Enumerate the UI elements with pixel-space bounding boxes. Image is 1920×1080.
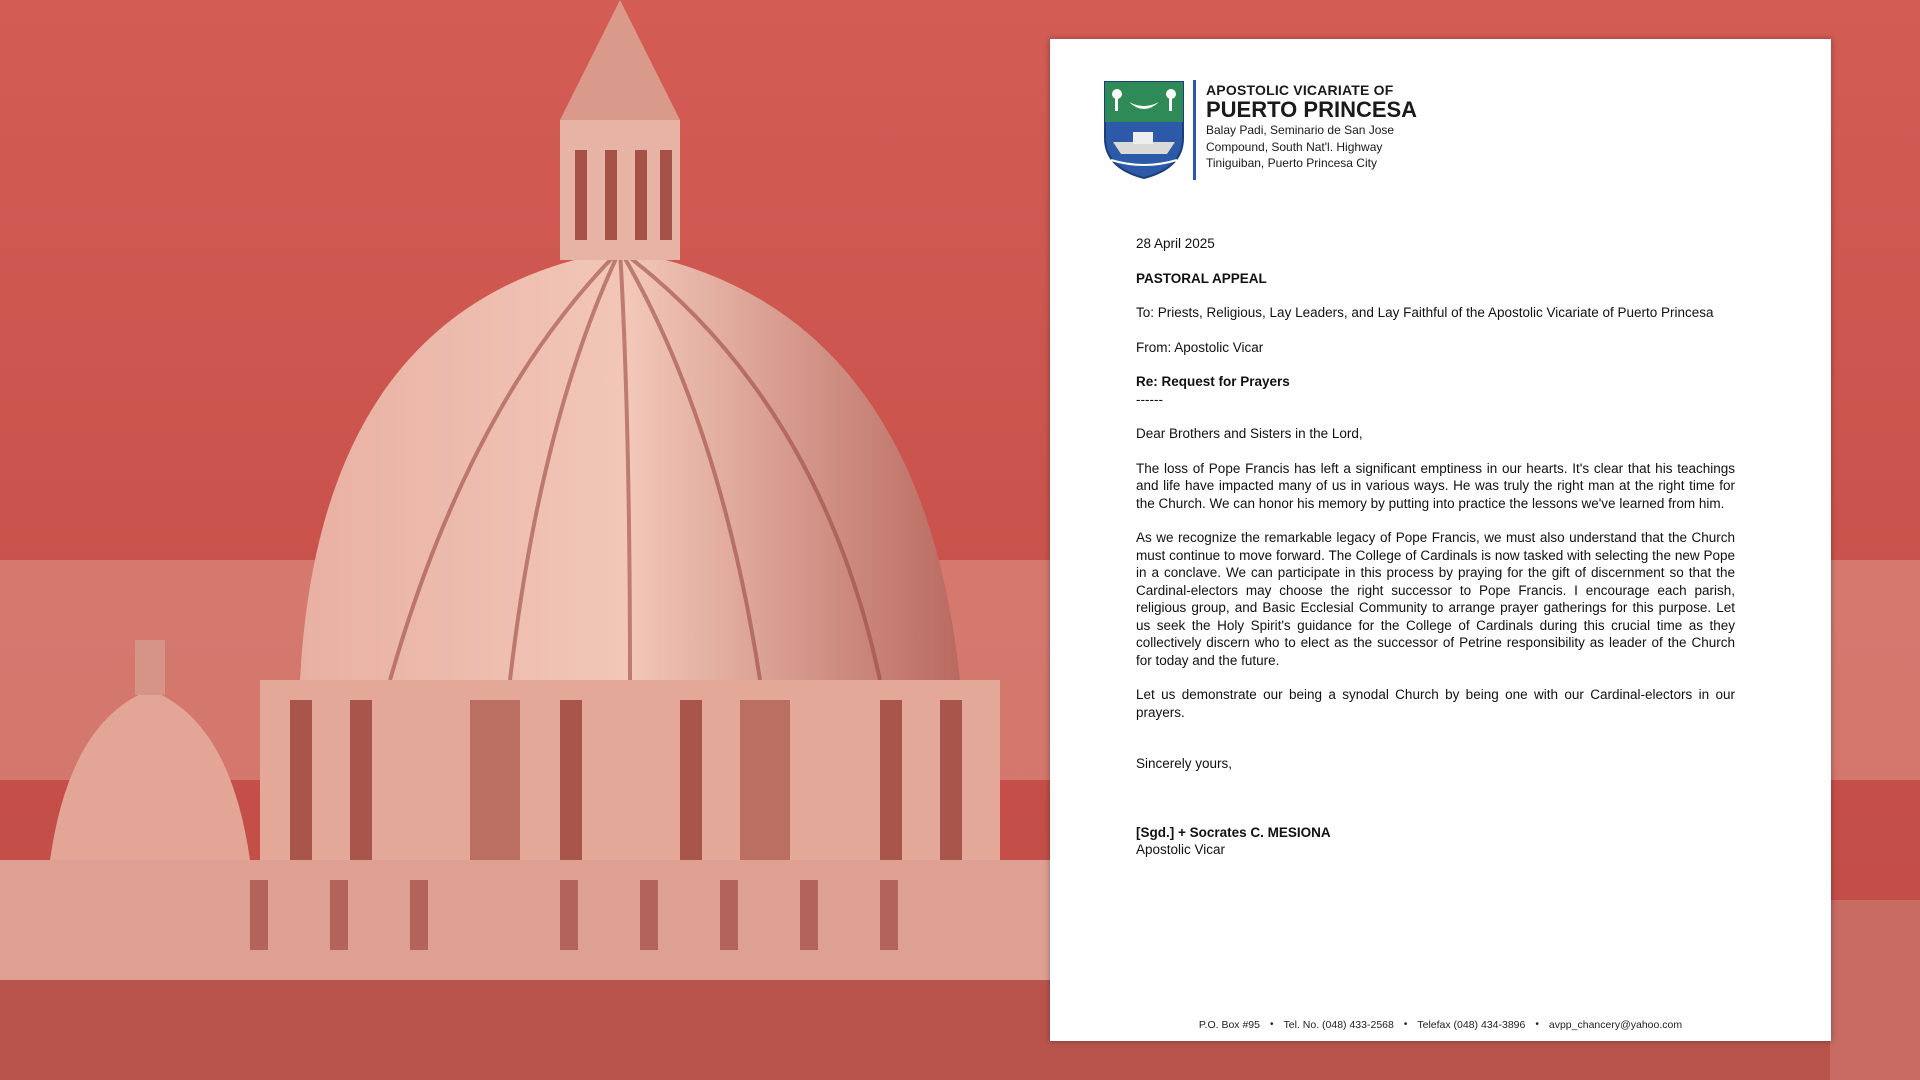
footer-pobox: P.O. Box #95 — [1198, 1019, 1260, 1031]
org-name-line1: APOSTOLIC VICARIATE OF — [1206, 82, 1394, 98]
letter-body — [1136, 235, 1735, 876]
letter-signature: [Sgd.] + Socrates C. MESIONA — [1136, 824, 1331, 840]
footer-email: avpp_chancery@yahoo.com — [1548, 1019, 1683, 1031]
letterhead — [1103, 80, 1417, 180]
coat-of-arms-icon — [1103, 80, 1185, 180]
footer-separator: • — [1535, 1019, 1539, 1030]
signatory-title: Apostolic Vicar — [1136, 842, 1226, 857]
letter-sender: From: Apostolic Vicar — [1136, 339, 1264, 355]
footer-telefax: Telefax (048) 434-3896 — [1417, 1019, 1526, 1031]
org-name-line2: PUERTO PRINCESA — [1206, 97, 1418, 122]
footer-separator: • — [1270, 1019, 1274, 1030]
letter-date: 28 April 2025 — [1136, 236, 1215, 251]
org-address-line: Balay Padi, Seminario de San Jose — [1206, 123, 1395, 137]
letter-recipients: To: Priests, Religious, Lay Leaders, and Lay Faithful of the Apostolic Vicariate of Puerto Princesa — [1136, 305, 1714, 320]
letter-paragraph: The loss of Pope Francis has left a significant emptiness in our hearts. It's clear that his teachings and life have impacted many of us in various ways. He was truly the right man at the right time for the Church. We can honor his memory by putting into practice the lessons we've learned from him. — [1136, 460, 1735, 511]
letter-salutation: Dear Brothers and Sisters in the Lord, — [1136, 426, 1363, 441]
footer-separator: • — [1403, 1019, 1408, 1030]
letter-paragraph: As we recognize the remarkable legacy of Pope Francis, we must also understand that the Church must continue to move forward. The College of Cardinals is now tasked with selecting the new Pope in a conclave. We can participate in this process by praying for the gift of discernment so that the Cardinal-electors may choose the right successor to Pope Francis. I encourage each parish, religious group, and Basic Ecclesial Community to arrange prayer gatherings for this purpose. Let us seek the Holy Spirit's guidance for the College of Cardinals during this crucial time as they collectively discern who to elect as the successor of Petrine responsibility as leader of the Church for today and the future. — [1136, 530, 1735, 668]
letter-subject: Re: Request for Prayers — [1136, 374, 1290, 389]
letter-closing: Sincerely yours, — [1136, 756, 1233, 771]
org-address-line: Compound, South Nat'l. Highway — [1206, 139, 1383, 154]
letterhead-divider — [1193, 80, 1196, 180]
subject-separator: ------ — [1136, 391, 1163, 407]
letter-heading: PASTORAL APPEAL — [1136, 270, 1267, 286]
pastoral-letter-page — [1050, 39, 1831, 1041]
letter-paragraph: Let us demonstrate our being a synodal Church by being one with our Cardinal-electors in our prayers. — [1136, 687, 1735, 720]
org-address-line: Tiniguiban, Puerto Princesa City — [1206, 156, 1377, 170]
letter-footer — [1050, 1019, 1831, 1031]
footer-telephone: Tel. No. (048) 433-2568 — [1283, 1019, 1394, 1031]
organization-block — [1206, 80, 1417, 172]
